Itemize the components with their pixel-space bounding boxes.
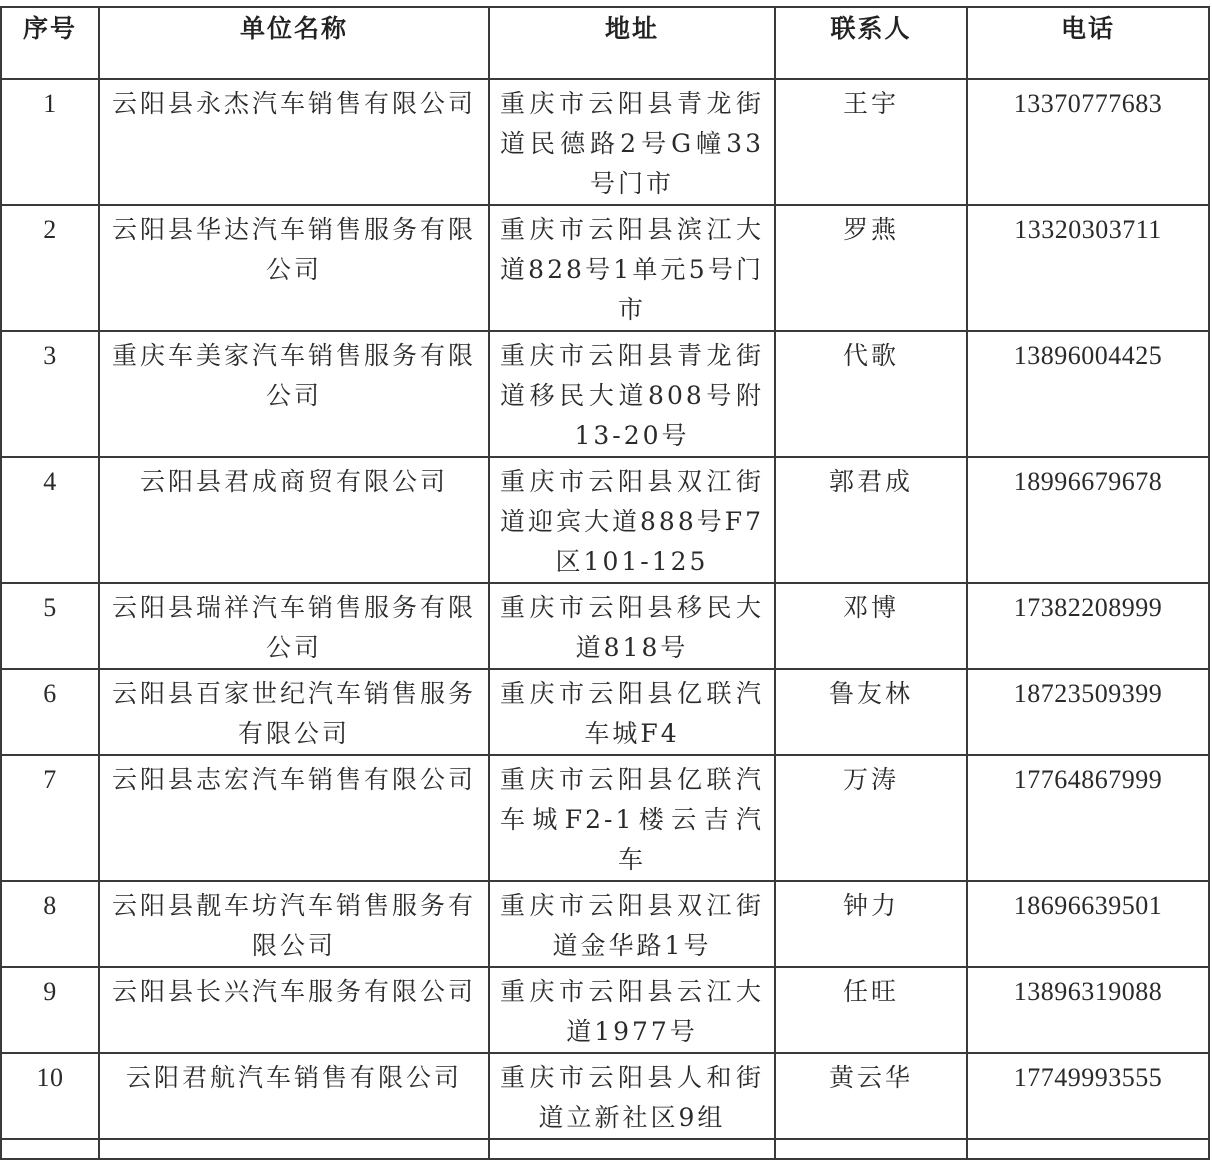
header-row [1,7,1209,79]
cell-no: 9 [1,967,99,1053]
cell-address: 重庆市云阳县云江大道1977号 [489,967,775,1053]
cell-empty [489,1139,775,1159]
cell-contact: 鲁友林 [775,669,967,755]
cell-name: 云阳县长兴汽车服务有限公司 [99,967,489,1053]
cell-phone: 13320303711 [967,205,1209,331]
cell-phone: 18996679678 [967,457,1209,583]
table-row [1,669,1209,755]
cell-contact: 王宇 [775,79,967,205]
cell-name: 云阳县靓车坊汽车销售服务有限公司 [99,881,489,967]
dealer-table-container [0,6,1212,1160]
header-phone: 电话 [967,7,1209,79]
cell-empty [99,1139,489,1159]
cell-contact: 万涛 [775,755,967,881]
cell-phone: 13896004425 [967,331,1209,457]
cell-empty [1,1139,99,1159]
cell-phone: 17764867999 [967,755,1209,881]
table-row [1,457,1209,583]
table-row [1,205,1209,331]
cell-phone: 13370777683 [967,79,1209,205]
cell-name: 云阳县瑞祥汽车销售服务有限公司 [99,583,489,669]
cell-name: 云阳县永杰汽车销售有限公司 [99,79,489,205]
cell-no: 1 [1,79,99,205]
cell-address: 重庆市云阳县人和街道立新社区9组 [489,1053,775,1139]
cell-address: 重庆市云阳县移民大道818号 [489,583,775,669]
cell-name: 云阳县百家世纪汽车销售服务有限公司 [99,669,489,755]
header-contact: 联系人 [775,7,967,79]
cell-address: 重庆市云阳县青龙街道民德路2号G幢33号门市 [489,79,775,205]
cell-address: 重庆市云阳县双江街道金华路1号 [489,881,775,967]
cell-contact: 任旺 [775,967,967,1053]
table-row [1,79,1209,205]
cell-phone: 18696639501 [967,881,1209,967]
cell-no: 5 [1,583,99,669]
cell-contact: 罗燕 [775,205,967,331]
header-no: 序号 [1,7,99,79]
header-name: 单位名称 [99,7,489,79]
cell-no: 7 [1,755,99,881]
table-row [1,583,1209,669]
cell-contact: 代歌 [775,331,967,457]
cell-address: 重庆市云阳县双江街道迎宾大道888号F7区101-125 [489,457,775,583]
cell-address: 重庆市云阳县滨江大道828号1单元5号门市 [489,205,775,331]
cell-name: 重庆车美家汽车销售服务有限公司 [99,331,489,457]
cell-no: 4 [1,457,99,583]
cell-no: 2 [1,205,99,331]
table-row [1,331,1209,457]
cell-contact: 郭君成 [775,457,967,583]
cell-address: 重庆市云阳县青龙街道移民大道808号附13-20号 [489,331,775,457]
header-address: 地址 [489,7,775,79]
cell-address: 重庆市云阳县亿联汽车城F2-1楼云吉汽车 [489,755,775,881]
cell-empty [967,1139,1209,1159]
table-row [1,967,1209,1053]
dealer-table [0,6,1210,1160]
cell-contact: 邓博 [775,583,967,669]
cell-no: 3 [1,331,99,457]
cell-contact: 黄云华 [775,1053,967,1139]
cell-phone: 17382208999 [967,583,1209,669]
cell-no: 6 [1,669,99,755]
table-row [1,881,1209,967]
cell-empty [775,1139,967,1159]
cell-contact: 钟力 [775,881,967,967]
cell-no: 8 [1,881,99,967]
cell-phone: 17749993555 [967,1053,1209,1139]
cell-no: 10 [1,1053,99,1139]
cell-phone: 13896319088 [967,967,1209,1053]
cell-address: 重庆市云阳县亿联汽车城F4 [489,669,775,755]
cell-phone: 18723509399 [967,669,1209,755]
cell-name: 云阳君航汽车销售有限公司 [99,1053,489,1139]
table-row [1,755,1209,881]
cell-name: 云阳县志宏汽车销售有限公司 [99,755,489,881]
cell-name: 云阳县君成商贸有限公司 [99,457,489,583]
cell-name: 云阳县华达汽车销售服务有限公司 [99,205,489,331]
table-row-cutoff [1,1139,1209,1159]
